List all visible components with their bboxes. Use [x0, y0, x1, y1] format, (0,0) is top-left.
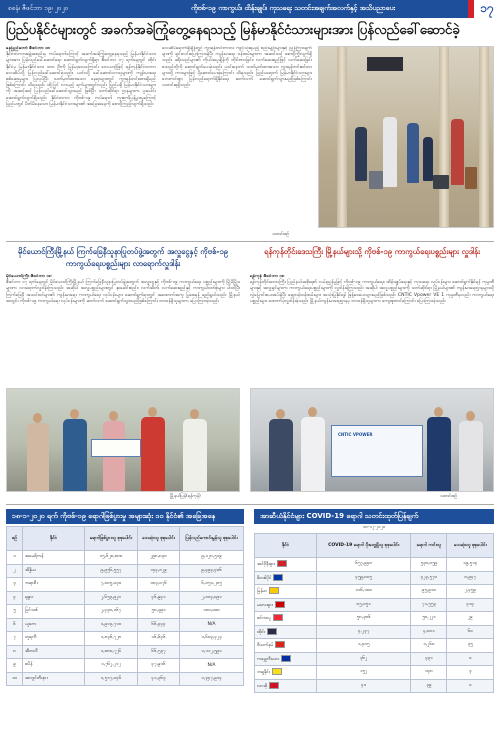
country-name: ကမ္ဘောဒီးယား	[257, 656, 280, 662]
article1-credit: သတင်းစဉ်	[272, 232, 289, 237]
row-number: ၆	[7, 618, 23, 632]
country-name: အာဂျင်တီးနား	[23, 672, 85, 686]
total-cases: ၁,၅၁၇,၀၄၆	[85, 672, 138, 686]
country-name: မြန်မာ	[257, 589, 268, 595]
col-header-recovered: ရောဂါ ကင်းသူ	[411, 534, 447, 558]
infected-total: ၁၁၆,၁၀၀	[317, 585, 411, 599]
table-row	[7, 591, 244, 605]
col-header-country: နိုင်ငံ	[255, 534, 317, 558]
total-cases: ၉,၉၅၆,၅၅၇	[85, 564, 138, 578]
country-cell	[255, 666, 317, 680]
section-divider	[6, 241, 494, 242]
country-name: ထိုင်း	[257, 629, 265, 635]
article2-body	[6, 274, 240, 384]
deaths-total: ၈,၉၄၇	[447, 571, 494, 585]
total-deaths: ၄၁,၃၆၃	[137, 672, 179, 686]
table-row	[7, 605, 244, 619]
row-number: ၁	[7, 551, 23, 565]
deaths-total: ၄၁၄	[447, 598, 494, 612]
recovered-total: ၃၉	[411, 679, 447, 693]
deaths-total: ၀	[447, 652, 494, 666]
article2-text: ဇီဖင်ဘာ ၁၇ ရက်နေ့တွင် မိုင်ယောင်ကြီးမြို့နယ် ကြက်ခြေနီသူနာပြုတပ်ဖွဲ့အတွက် အလှူငွေနှင့် ကိုဗစ်-၁၉ ကာကွယ်ရေး ပစ္စည်းများကို မြို့မိမြို့ဖများက လာရောက်လှူဒါန်းကြသည်။ အဆိုပါ အလှူပစ္စည်းများတွင် နှာခေါင်းစည်း၊ လက်အိတ်၊ လက်ဆေးရည်နှင့် ကာကွယ်ဝတ်စုံများ ပါဝင်ပြီး ကြက်ခြေနီ အသင်းဝင်များ၏ ကျန်းမာရေး ကာကွယ်ရေး လုပ်ငန်းများ ဆောင်ရွက်ရာတွင် အထောက်အကူ ပြုစေရန် ရည်ရွယ်သည်။ မြို့နယ်အတွင်း ကိုဗစ်-၁၉ ကာကွယ်ရေး လုပ်ငန်းများကို ဆက်လက် ဆောင်ရွက်သွားမည်ဖြစ်ကြောင်း တာဝန်ရှိသူများက ပြောကြားခဲ့သည်။	[6, 280, 240, 304]
country-name: ဘရာဇီး	[23, 578, 85, 592]
country-cell	[255, 652, 317, 666]
table-divider	[6, 504, 494, 505]
deaths-total: ၃	[447, 666, 494, 680]
infected-total: ၈၅,၀၅၁	[317, 598, 411, 612]
row-number: ၅	[7, 605, 23, 619]
deaths-total: ၁၉,၅၁၄	[447, 558, 494, 572]
total-recovered: ၉,၁၂၈,၅၁၉	[180, 551, 244, 565]
flag-icon	[277, 560, 287, 567]
recovered-total: ၄၂၃,၅၇၀	[411, 571, 447, 585]
row-number: ၂	[7, 564, 23, 578]
total-deaths: ၄၆,၉၄၁	[137, 591, 179, 605]
row-number: ၈	[7, 645, 23, 659]
table-row	[7, 645, 244, 659]
country-name: ယူကေ	[23, 618, 85, 632]
table-row	[7, 564, 244, 578]
total-recovered: ၁,၁၁၂,၅၉၁	[180, 645, 244, 659]
row-number: ၃	[7, 578, 23, 592]
infected-total: ၁,၄၀၅	[317, 639, 411, 653]
donation-banner	[331, 425, 423, 477]
infected-total: ၅၈,၃၈၆	[317, 612, 411, 626]
country-name: ပြင်သစ်	[23, 605, 85, 619]
top10-table-title: ၁၈-၁-၂၀၂၀ ရက် ကိုဗစ်-၁၉ ရောဂါဖြစ်ပွားမှု အများဆုံး ၁၀ နိုင်ငံ၏ အခြေအနေ	[6, 509, 244, 524]
col-header-infected: COVID-19 ရောဂါ ပိုးတွေ့ရှိသူ စုစုပေါင်း	[317, 534, 411, 558]
country-cell	[255, 612, 317, 626]
col-header-cases: ရောဂါဖြစ်ပွားသူ စုစုပေါင်း	[85, 527, 138, 551]
table-row	[255, 558, 494, 572]
total-recovered: N/A	[180, 659, 244, 673]
flag-icon	[269, 682, 279, 689]
table-header-row	[7, 527, 244, 551]
country-cell	[255, 679, 317, 693]
article1-headline: ပြည်ပနိုင်ငံများတွင် အခက်အခဲကြုံတွေ့နေရသည့် မြန်မာနိုင်ငံသားများအား ပြန်လည်ခေါ်ဆောင်ခဲ့	[6, 22, 460, 38]
country-cell	[255, 571, 317, 585]
total-deaths: ၁၈၃,၀၇၆	[137, 578, 179, 592]
table-row	[7, 632, 244, 646]
asean-table-date: ၁၈-၁၂-၂၀၂၀	[362, 525, 386, 530]
country-name: အိန္ဒိယ	[23, 564, 85, 578]
row-number: ၄	[7, 591, 23, 605]
banner-text: CNTIC VPOWER	[338, 432, 373, 437]
issue-date: ၈၈နံ၊ ဇီဖင်ဘာ ၁၉၊ ၂၀၂၀	[0, 4, 118, 14]
total-deaths: ၂၉၈,၈၃၀	[137, 551, 179, 565]
infected-total: ၄၁	[317, 679, 411, 693]
table-row	[255, 679, 494, 693]
recovered-total: ၅၈,၂၂၁	[411, 612, 447, 626]
article2-headline: မိုင်ယောင်ကြီးမြို့နယ် ကြက်ခြေနီသူနာပြုတပ်ဖွဲ့အတွက် အလှူငွေနှင့် ကိုဗစ်-၁၉ ကာကွယ်ရေးပစ္စည်းများ လာရောက်လှူဒါန်း	[17, 247, 229, 268]
table-row	[255, 585, 494, 599]
country-name: အင်ဒိုနီးရှား	[257, 562, 276, 568]
page-header	[0, 0, 500, 18]
table-row	[255, 598, 494, 612]
total-recovered: ၁၈၀,၀၀၈	[180, 605, 244, 619]
total-cases: ၇,၀၀၅,၀၃၀	[85, 578, 138, 592]
recovered-total: ၁,၂၆၀	[411, 639, 447, 653]
total-recovered: ၉,၄၉၃,၄၀၆	[180, 564, 244, 578]
table-row	[255, 612, 494, 626]
table-row	[255, 625, 494, 639]
table-row	[7, 618, 244, 632]
country-name: တူရကီ	[23, 632, 85, 646]
infected-total: ၆၅၇,၉၄၈	[317, 558, 411, 572]
article1-col2	[162, 46, 312, 232]
table-row	[7, 659, 244, 673]
flag-icon	[269, 587, 279, 594]
infected-total: ၁၅၂	[317, 666, 411, 680]
top10-covid-table	[6, 526, 244, 686]
flag-icon	[267, 628, 277, 635]
total-cases: ၁,၉၁၃,၇၁၀	[85, 618, 138, 632]
article3-text: ရန်ကုန်တိုင်းဒေသကြီး ပြည်နယ်အစိုးရ၏ လမ်းညွှန်မှုဖြင့် ကိုဗစ်-၁၉ ကာကွယ်ရေး၊ ထိန်းချုပ်ရေးနှင့် ကုသရေး လုပ်ငန်းများ ဆောင်ရွက်နိုင်ရန် ကုမ္ပဏီများနှင့် အလှူရှင်များက ကာကွယ်ရေးပစ္စည်းများကို လှူဒါန်းခဲ့ကြသည်။ အဆိုပါ အလှူပစ္စည်းများကို သက်ဆိုင်ရာ မြို့နယ်များ၏ ကျန်းမာရေးဌာနများသို့ လွှဲပြောင်းပေးအပ်ခဲ့ပြီး ရှေ့တန်းဝန်ထမ်းများ အသုံးပြုနိုင်ရန် ဖြန့်ဝေပေးသွားမည်ဖြစ်သည်။ CNTIC Vpower VE 1 ကုမ္ပဏီမှလည်း ကာကွယ်ရေး ပစ္စည်းများ ထောက်ပံ့လှူဒါန်းခဲ့သည်။ မြို့နယ်ကျန်းမာရေးဌာနမှ တာဝန်ရှိသူများက ကျေးဇူးတင်ကြောင်း ပြောကြားခဲ့သည်။	[250, 280, 494, 304]
flag-icon	[273, 574, 283, 581]
recovered-total: ၄,၀၀၁	[411, 625, 447, 639]
country-name: ဗီယက်နမ်	[257, 643, 274, 649]
row-number: ၁၀	[7, 672, 23, 686]
page-number: ၁၇	[474, 0, 500, 18]
flag-icon	[275, 641, 285, 648]
total-cases: ၁,၇၆၂,၂၁၂	[85, 659, 138, 673]
country-name: အမေရိကန်	[23, 551, 85, 565]
deaths-total: ၀	[447, 679, 494, 693]
recovered-total: ၉၅,၉၁၀	[411, 585, 447, 599]
table-row	[7, 672, 244, 686]
article2-byline: မိုင်ယောင်ကြီး ဇီဖင်ဘာ ၁၈	[6, 274, 52, 279]
article1-body-1: နိုင်ငံတကာအဖွဲ့အစည်းမှ ကပ်ရောဂါကြောင့် အခက်အခဲကြုံတွေ့နေရသည့် မြန်မာနိုင်ငံသားများအား ပြန်လည်ခေါ်ဆောင်ရေး ဆောင်ရွက်လျက်ရှိရာ ဇီဖင်ဘာ ၁၇ ရက်နေ့တွင် ထိုင်းနိုင်ငံမှ မြန်မာနိုင်ငံသား ၁၈၀ ဦးကို မြန်မာ့လေကြောင်း လေယာဉ်ဖြင့် ရန်ကုန်နိုင်ငံတကာလေဆိပ်သို့ ပြန်လည်ခေါ်ဆောင်ခဲ့သည်။ ယင်းသို့ ခေါ်ဆောင်လာသူများကို ကျန်းမာရေး စစ်ဆေးမှုများ ပြုလုပ်ပြီး သတ်မှတ်ထားသော နေရာများတွင် ကွာရန်တင်းထားရှိမည် ဖြစ်ကြောင်း သိရသည်။ ထို့ပြင် လာမည့် ရက်များတွင်လည်း ပြည်ပရှိ မြန်မာနိုင်ငံသားများကို အဆင့်ဆင့် ပြန်လည်ခေါ်ဆောင်သွားမည် ဖြစ်ပြီး သက်ဆိုင်ရာ ဌာနများက ပူးပေါင်းဆောင်ရွက်လျက်ရှိသည်။ နိုင်ငံတကာ ကိုဗစ်-၁၉ ကပ်ရောဂါ ကူးစက်ပြန့်ပွားမှုကြောင့် ပြည်ပတွင် ပိတ်မိနေသော မြန်မာနိုင်ငံသားများ၏ အခြေအနေကို စောင့်ကြည့်လျက်ရှိသည်။	[6, 52, 156, 107]
col-header-country: နိုင်ငံ	[23, 527, 85, 551]
country-cell	[255, 639, 317, 653]
header-slogan: ကိုဗစ်-၁၉ ကာကွယ်၊ ထိန်းချုပ်၊ ကုသရေး သတင်းအချက်အလက်နှင့် အသိပညာပေး	[191, 4, 395, 12]
country-name: စပိန်	[23, 659, 85, 673]
asean-table-title: အာဆီယံနိုင်ငံများ COVID-19 ရောဂါ သတင်းထုတ်ပြန်ချက်	[254, 509, 494, 524]
airport-photo	[318, 46, 494, 228]
deaths-total: ၂,၄၅၉	[447, 585, 494, 599]
table-row	[255, 666, 494, 680]
deaths-total: ၃၅	[447, 639, 494, 653]
total-recovered: ၁,၆၀၃,၄၂၃	[180, 632, 244, 646]
table-row	[7, 551, 244, 565]
article3-body	[250, 274, 494, 384]
country-name: လာအို	[257, 683, 268, 689]
country-name: မလေးရှား	[257, 602, 273, 608]
total-deaths: ၁၆,၆၄၆	[137, 632, 179, 646]
article1-col1	[6, 46, 156, 238]
recovered-total: ၅၃၈,၈၅၉	[411, 558, 447, 572]
total-recovered: ၁,၃၄၇,၉၁၄	[180, 672, 244, 686]
country-cell	[255, 585, 317, 599]
total-cases: ၂,၄၃၀,၁၆၇	[85, 605, 138, 619]
total-recovered: ၆,၀၅၁,၂၀၅	[180, 578, 244, 592]
donation-photo-1	[6, 388, 240, 492]
deaths-total: ၆၀	[447, 625, 494, 639]
article3-credit: သတင်းစဉ်	[440, 494, 457, 499]
country-name: ဖိလစ်ပိုင်	[257, 575, 272, 581]
infected-total: ၄၅၉,၈၀၅	[317, 571, 411, 585]
col-header-deaths: သေဆုံးသူ စုစုပေါင်း	[447, 534, 494, 558]
col-header-recovered: ပြန်လည်ကောင်းမွန်သူ စုစုပေါင်း	[180, 527, 244, 551]
article1-body-2: လေဆိပ်ရောက်ရှိချိန်တွင် ကွာရန်တင်းကာလ ကျင့်သုံးရမည့် စည်းမျဉ်းများနှင့် ညွှန်ကြားချက်များကို ရှင်းလင်းပြောကြားခဲ့ပြီး ကျန်းမာရေး ဝန်ထမ်းများက အဆင်သင့် စောင့်ကြိုလျက်ရှိသည်။ ခရီးသည်များ၏ ကိုယ်အပူချိန်ကို တိုင်းတာခြင်း၊ လက်ဆေးရည်ဖြင့် လက်ဆေးခြင်း စသည်တို့ကို ဆောင်ရွက်ပေးခဲ့သည်။ ယင်းနောက် သတ်မှတ်ထားသော ကွာရန်တင်းစင်တာများသို့ ကားများဖြင့် ပို့ဆောင်ပေးခဲ့ကြောင်း သိရသည်။ ပြည်ပရောက် မြန်မာနိုင်ငံသားများ ဘေးကင်းစွာ ပြန်လည်ရောက်ရှိနိုင်ရေး ဆက်လက် ဆောင်ရွက်သွားမည်ဖြစ်ကြောင်း သတင်းရရှိသည်။	[162, 46, 312, 89]
table-header-row	[255, 534, 494, 558]
asean-covid-table	[254, 533, 494, 693]
total-cases: ၁,၈၈၀,၇၂၆	[85, 645, 138, 659]
table-row	[7, 578, 244, 592]
flag-icon	[272, 668, 282, 675]
country-name: ဘရူနိုင်း	[257, 670, 270, 676]
col-header-no: စဉ်	[7, 527, 23, 551]
donation-photo-2	[250, 388, 494, 492]
article2-credit: မြို့နယ်ပြန်(ရန်ကုန်)	[170, 494, 201, 499]
col-header-deaths: သေဆုံးသူ စုစုပေါင်း	[137, 527, 179, 551]
country-name: အီတလီ	[23, 645, 85, 659]
row-number: ၉	[7, 659, 23, 673]
article1-byline: နေပြည်တော် ဇီဖင်ဘာ ၁၈	[6, 46, 51, 51]
total-deaths: ၁၄၄,၈၂၉	[137, 564, 179, 578]
flag-icon	[275, 601, 285, 608]
deaths-total: ၂၉	[447, 612, 494, 626]
recovered-total: ၁၄၈	[411, 666, 447, 680]
country-cell	[255, 625, 317, 639]
total-deaths: ၄၇,၉၁၆	[137, 659, 179, 673]
total-recovered: ၂,၁၀၃,၀၉၁	[180, 591, 244, 605]
table-row	[255, 571, 494, 585]
total-deaths: ၅၈,၃၉၁	[137, 605, 179, 619]
recovered-total: ၃၃၁	[411, 652, 447, 666]
flag-icon	[273, 614, 283, 621]
total-recovered: N/A	[180, 618, 244, 632]
country-cell	[255, 558, 317, 572]
row-number: ၇	[7, 632, 23, 646]
article3-headline: ရန်ကုန်တိုင်းဒေသကြီး မြို့နယ်များသို့ ကိုဗစ်-၁၉ ကာကွယ်ရေးပစ္စည်းများ လှူဒါန်း	[264, 247, 480, 256]
country-name: ရုရှား	[23, 591, 85, 605]
country-cell	[255, 598, 317, 612]
country-name: စင်ကာပူ	[257, 616, 271, 622]
article3-byline: ရန်ကုန် ဇီဖင်ဘာ ၁၈	[250, 274, 285, 279]
total-deaths: ၆၆,၅၃၇	[137, 645, 179, 659]
total-cases: ၂,၆၅၃,၉၂၈	[85, 591, 138, 605]
table-row	[255, 639, 494, 653]
infected-total: ၃၆၂	[317, 652, 411, 666]
infected-total: ၄,၂၃၇	[317, 625, 411, 639]
total-deaths: ၆၆,၄၄၄	[137, 618, 179, 632]
flag-icon	[281, 655, 291, 662]
total-cases: ၁၅,၆၂၈,၈၈၈	[85, 551, 138, 565]
table-row	[255, 652, 494, 666]
recovered-total: ၇၁,၅၅၃	[411, 598, 447, 612]
total-cases: ၁,၈၃၆,၇၂၈	[85, 632, 138, 646]
